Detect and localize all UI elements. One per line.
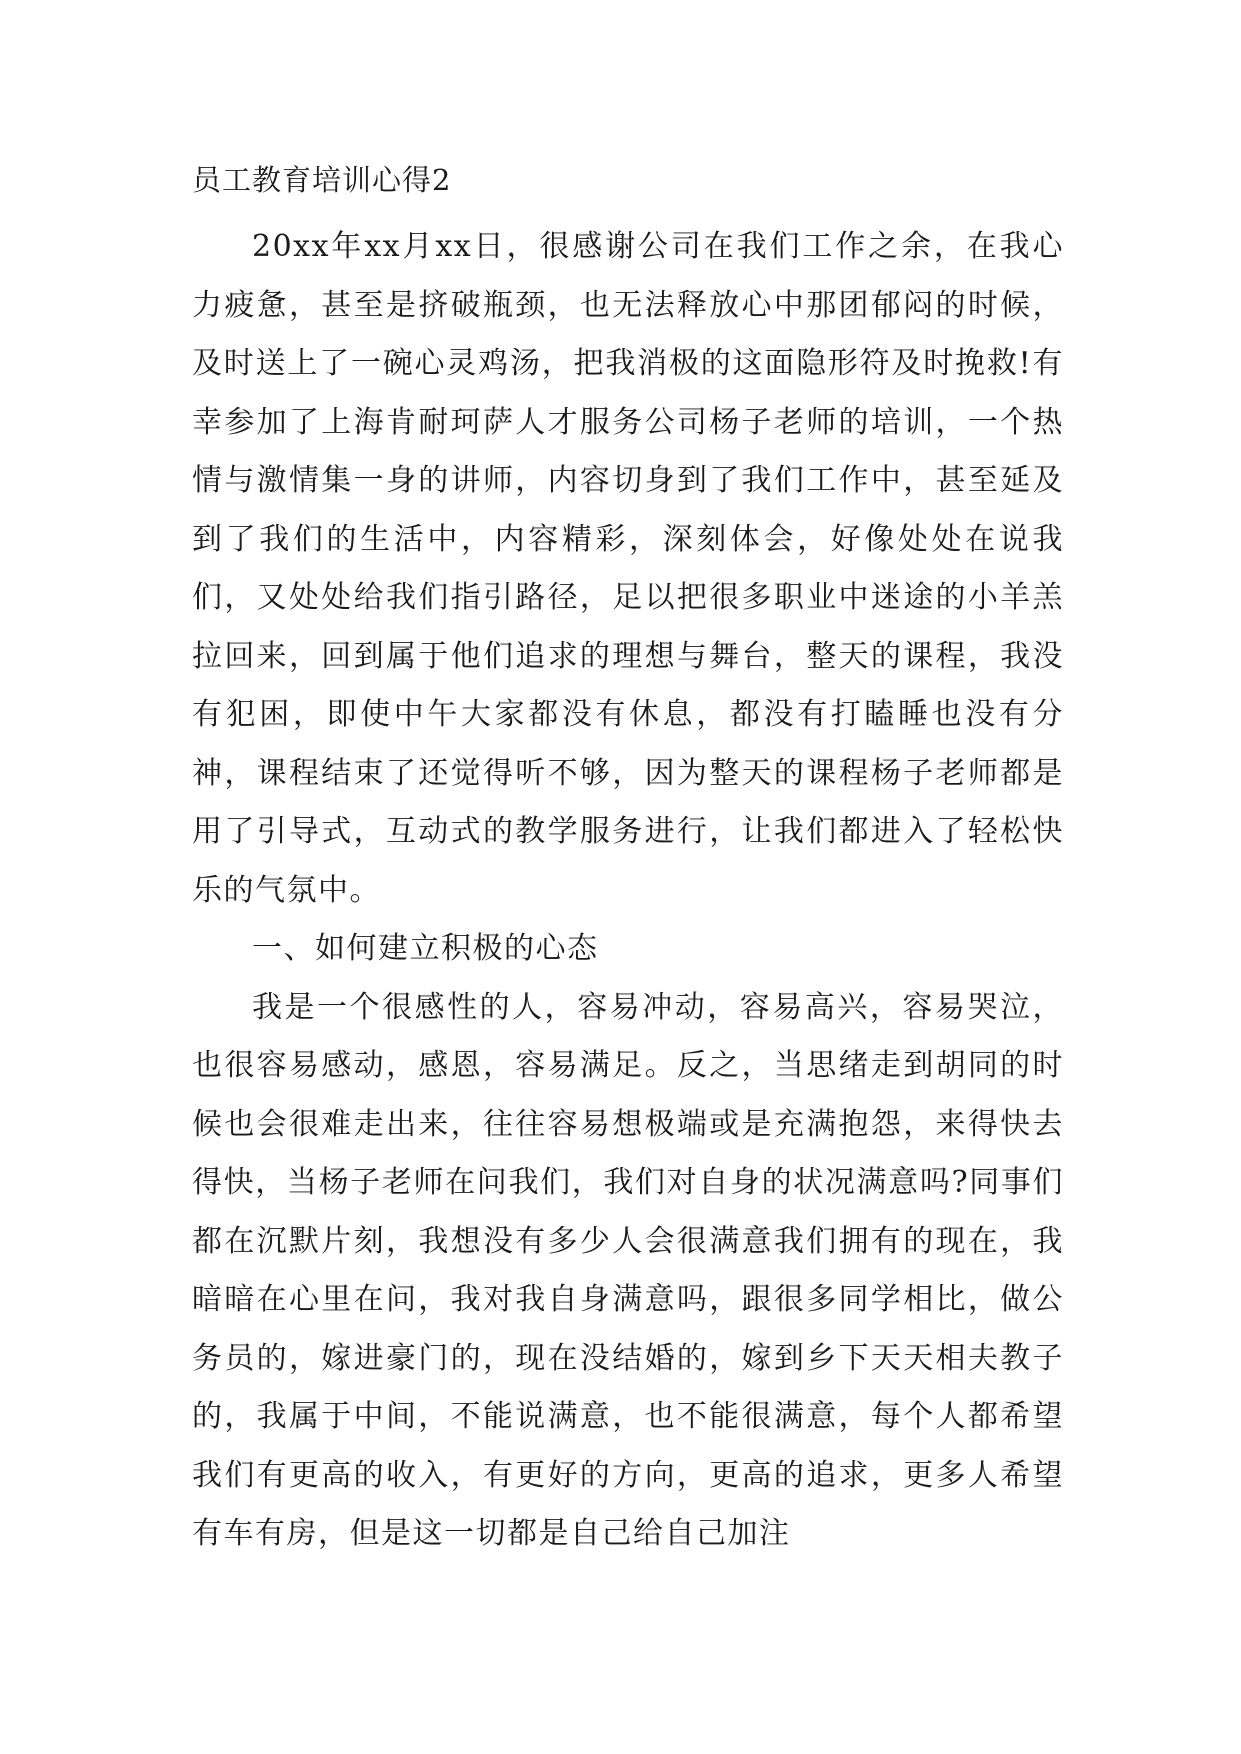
document-title: 员工教育培训心得2 [192, 163, 452, 197]
section-heading: 一、如何建立积极的心态 [252, 931, 599, 966]
section-paragraph: 我是一个很感性的人，容易冲动，容易高兴，容易哭泣，也很容易感动，感恩，容易满足。反之，当思绪走到胡同的时候也会很难走出来，往往容易想极端或是充满抱怨，来得快去得快，当杨子老师在问我们，我们对自身的状况满意吗?同事们都在沉默片刻，我想没有多少人会很满意我们拥有的现在，我暗暗在心里在问，我对我自身满意吗，跟很多同学相比，做公务员的，嫁进豪门的，现在没结婚的，嫁到乡下天天相夫教子的，我属于中间，不能说满意，也不能很满意，每个人都希望我们有更高的收入，有更好的方向，更高的追求，更多人希望有车有房，但是这一切都是自己给自己加注 [192, 989, 1064, 1551]
intro-paragraph: 20xx年xx月xx日，很感谢公司在我们工作之余，在我心力疲惫，甚至是挤破瓶颈，也无法释放心中那团郁闷的时候，及时送上了一碗心灵鸡汤，把我消极的这面隐形符及时挽救!有幸参加了上海肯耐珂萨人才服务公司杨子老师的培训，一个热情与激情集一身的讲师，内容切身到了我们工作中，甚至延及到了我们的生活中，内容精彩，深刻体会，好像处处在说我们，又处处给我们指引路径，足以把很多职业中迷途的小羊羔拉回来，回到属于他们追求的理想与舞台，整天的课程，我没有犯困，即使中午大家都没有休息，都没有打瞌睡也没有分神，课程结束了还觉得听不够，因为整天的课程杨子老师都是用了引导式，互动式的教学服务进行，让我们都进入了轻松快乐的气氛中。 [192, 229, 1064, 908]
document-page [192, 160, 1064, 1564]
